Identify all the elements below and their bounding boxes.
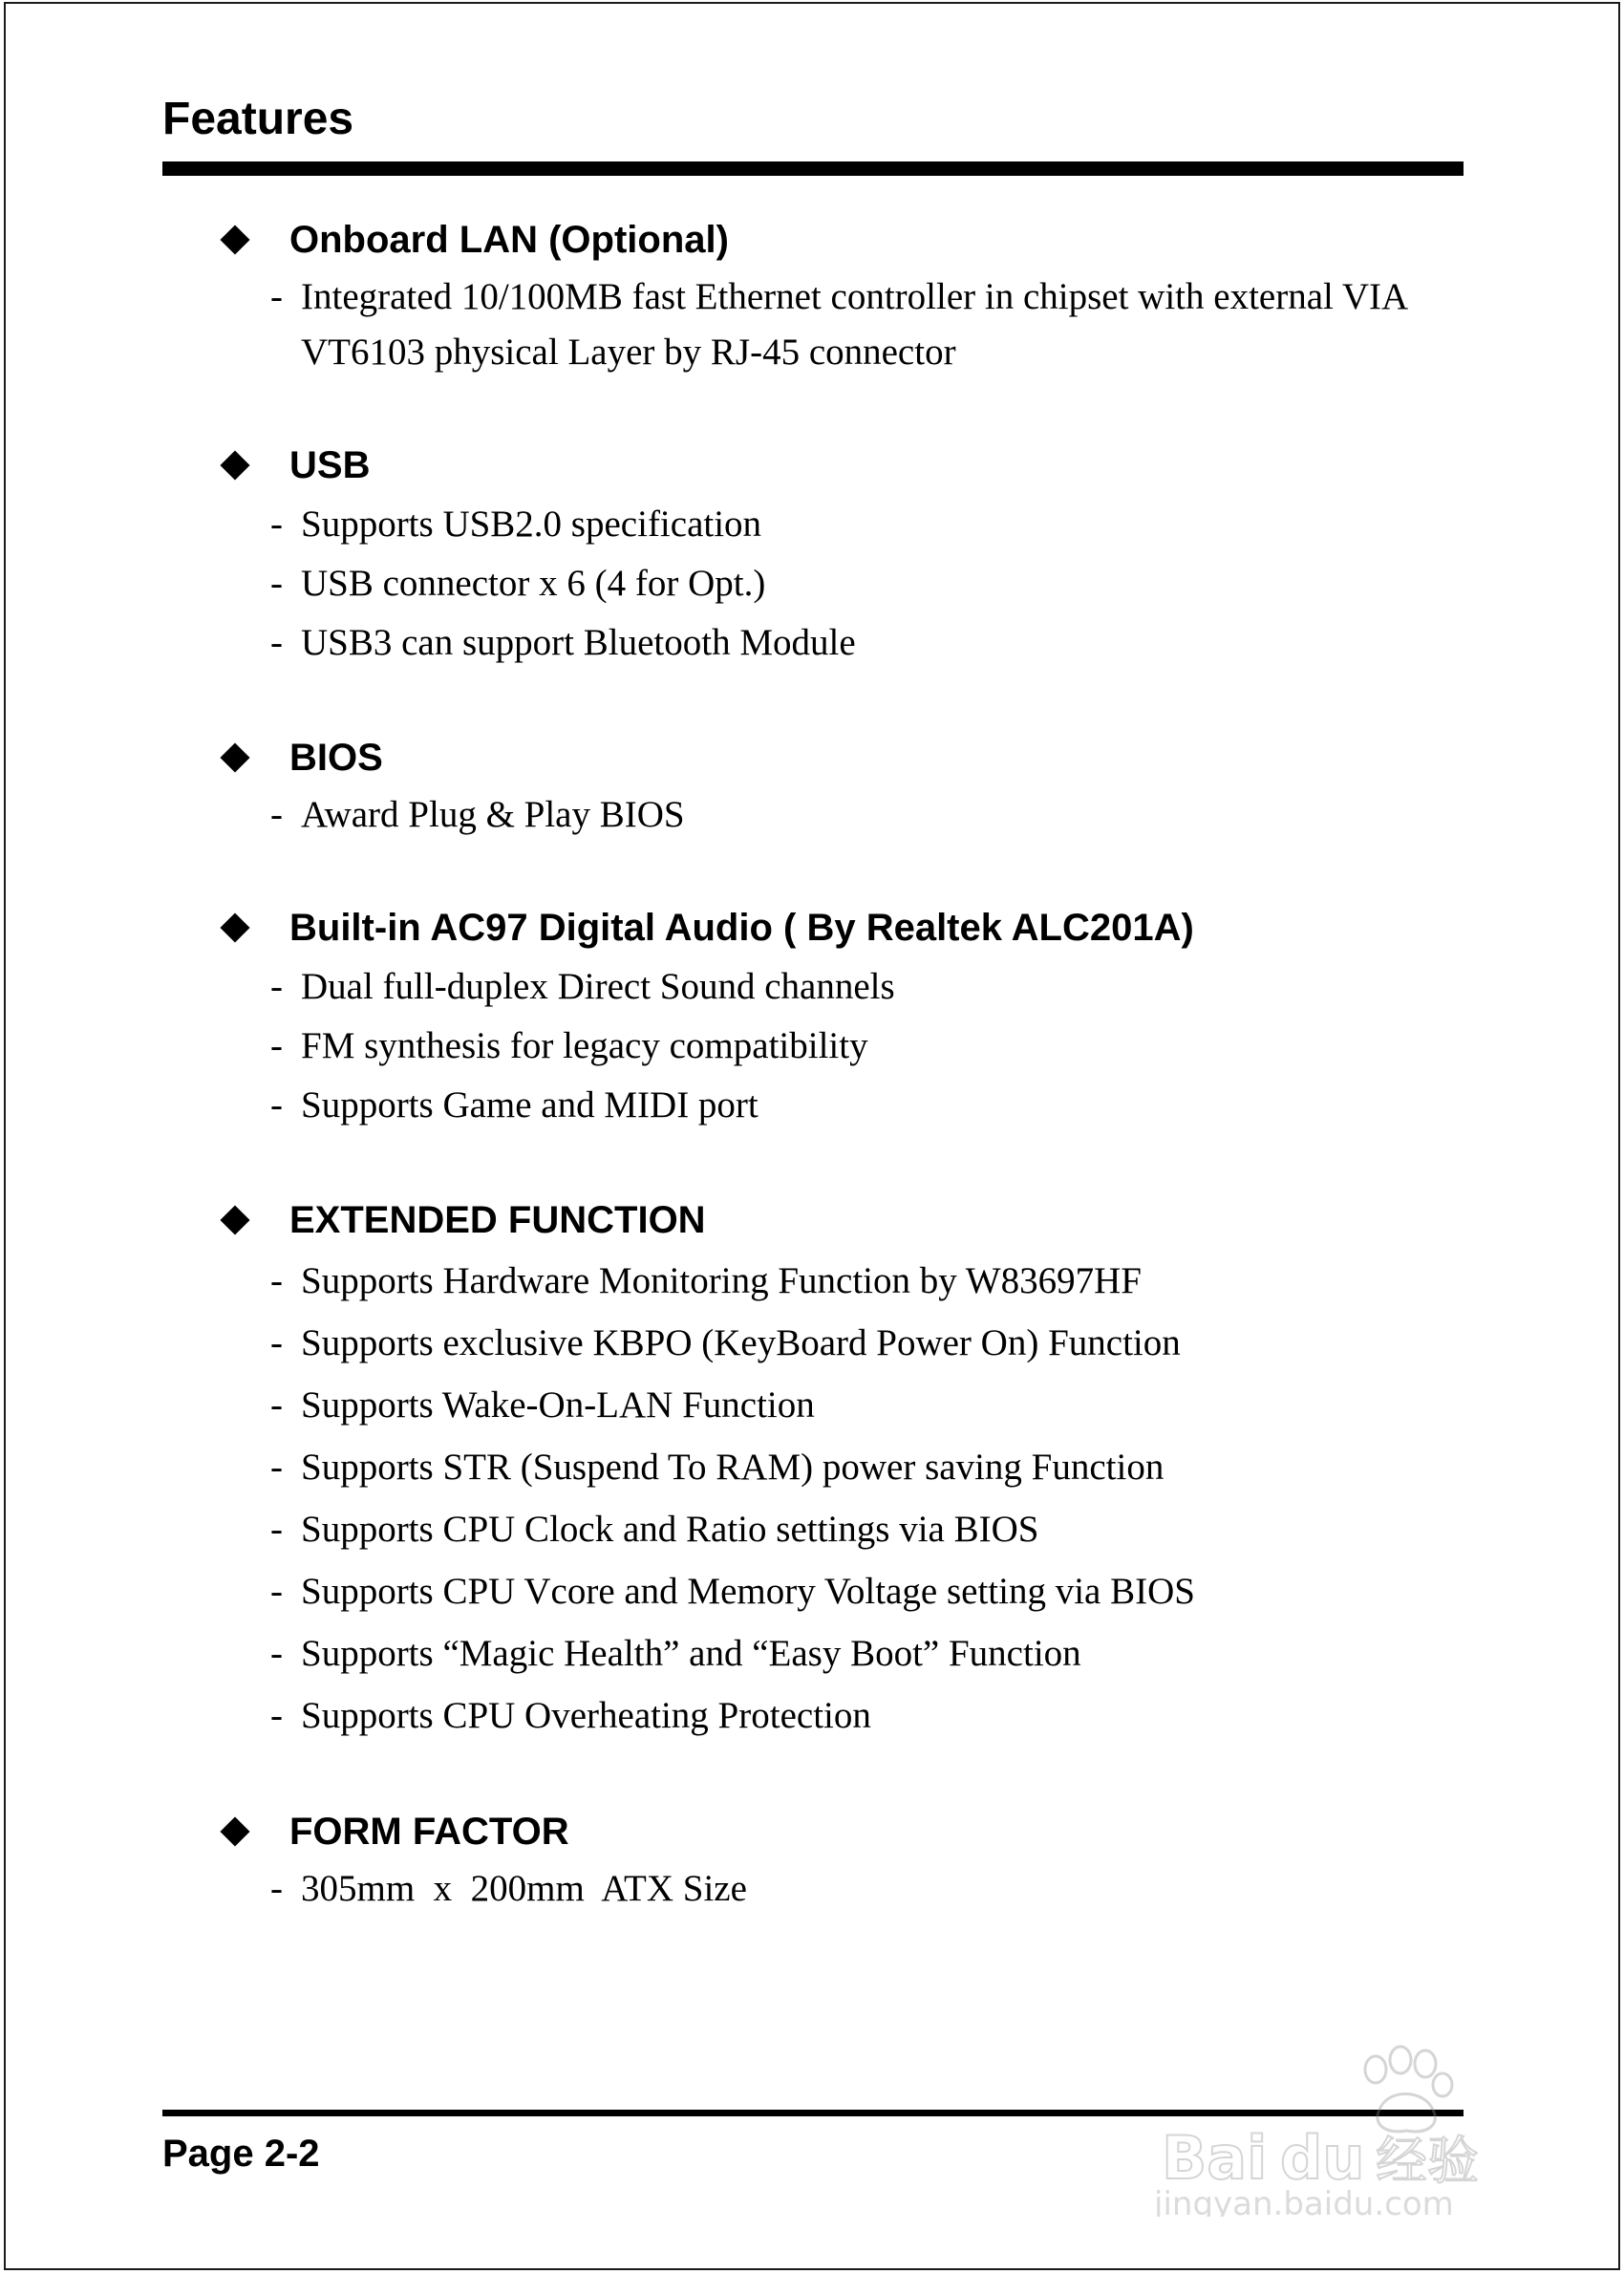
list-item: - Supports Wake-On-LAN Function <box>270 1384 815 1426</box>
diamond-bullet-icon <box>220 742 249 772</box>
diamond-bullet-icon <box>220 225 249 254</box>
feature-list <box>219 1250 1480 1747</box>
diamond-bullet-icon <box>220 1816 249 1846</box>
list-item: - USB3 can support Bluetooth Module <box>270 622 856 663</box>
section-heading <box>219 210 1480 269</box>
list-item: - Supports CPU Overheating Protection <box>270 1695 871 1736</box>
feature-list <box>219 1861 1480 1917</box>
list-item-text: Supports CPU Overheating Protection <box>301 1695 871 1736</box>
section-heading-text: EXTENDED FUNCTION <box>289 1198 706 1241</box>
section-audio <box>219 898 1480 1135</box>
list-item: - Integrated 10/100MB fast Ethernet controller in chipset with external VIA VT6103 physical Layer by RJ-45 connector <box>270 276 1407 373</box>
diamond-bullet-icon <box>220 450 249 480</box>
baidu-watermark-logo <box>1154 2026 1536 2217</box>
section-heading-text: FORM FACTOR <box>289 1810 569 1853</box>
list-item: - Award Plug & Play BIOS <box>270 794 685 835</box>
list-item: - Supports exclusive KBPO (KeyBoard Power On) Function <box>270 1322 1181 1363</box>
list-item-text: Supports CPU Vcore and Memory Voltage setting via BIOS <box>301 1571 1195 1612</box>
section-heading-text: USB <box>289 443 371 486</box>
section-onboard-lan <box>219 210 1480 380</box>
section-heading-text: Built-in AC97 Digital Audio ( By Realtek ALC201A) <box>289 906 1194 949</box>
list-item-text: USB3 can support Bluetooth Module <box>301 622 856 663</box>
svg-text:du: du <box>1280 2123 1365 2193</box>
list-item-text: Supports “Magic Health” and “Easy Boot” Function <box>301 1633 1081 1674</box>
list-item: - Supports Game and MIDI port <box>270 1084 759 1126</box>
diamond-bullet-icon <box>220 1205 249 1234</box>
section-heading <box>219 898 1480 957</box>
list-item: - Supports STR (Suspend To RAM) power saving Function <box>270 1447 1165 1488</box>
list-item-text: Supports Game and MIDI port <box>301 1084 759 1126</box>
list-item: - Supports CPU Clock and Ratio settings via BIOS <box>270 1509 1039 1550</box>
section-heading <box>219 436 1480 495</box>
section-heading <box>219 728 1480 787</box>
section-heading <box>219 1802 1480 1861</box>
list-item: - FM synthesis for legacy compatibility <box>270 1025 868 1066</box>
list-item-text: Supports STR (Suspend To RAM) power saving Function <box>301 1447 1165 1488</box>
section-heading-text: Onboard LAN (Optional) <box>289 218 729 261</box>
svg-text:Bai: Bai <box>1162 2123 1268 2193</box>
list-item: - 305mm x 200mm ATX Size <box>270 1868 747 1909</box>
section-bios <box>219 728 1480 843</box>
list-item: - Supports USB2.0 specification <box>270 504 762 545</box>
features-content <box>219 210 1480 1917</box>
list-item-text: Dual full-duplex Direct Sound channels <box>301 966 895 1007</box>
feature-list <box>219 957 1480 1135</box>
header-rule <box>162 161 1464 176</box>
svg-text:经验: 经验 <box>1376 2131 1479 2191</box>
diamond-bullet-icon <box>220 912 249 942</box>
feature-list <box>219 269 1480 380</box>
feature-list <box>219 495 1480 673</box>
list-item-text: Award Plug & Play BIOS <box>301 794 685 835</box>
section-heading-text: BIOS <box>289 736 383 779</box>
list-item-text: Supports Hardware Monitoring Function by W83697HF <box>301 1260 1142 1301</box>
section-extended-function <box>219 1191 1480 1747</box>
list-item-text: USB connector x 6 (4 for Opt.) <box>301 563 766 604</box>
page-number: Page 2-2 <box>162 2133 320 2175</box>
page-title: Features <box>162 94 354 144</box>
list-item-text: 305mm x 200mm ATX Size <box>301 1868 747 1909</box>
list-item-text: Supports USB2.0 specification <box>301 504 762 545</box>
list-item: - Supports Hardware Monitoring Function by W83697HF <box>270 1260 1142 1301</box>
list-item: - Dual full-duplex Direct Sound channels <box>270 966 895 1007</box>
list-item-text: Supports exclusive KBPO (KeyBoard Power On) Function <box>301 1322 1181 1363</box>
list-item: - Supports “Magic Health” and “Easy Boot” Function <box>270 1633 1081 1674</box>
section-usb <box>219 436 1480 673</box>
list-item: - USB connector x 6 (4 for Opt.) <box>270 563 766 604</box>
section-heading <box>219 1191 1480 1250</box>
list-item-text: Supports CPU Clock and Ratio settings via BIOS <box>301 1509 1039 1550</box>
list-item-text: FM synthesis for legacy compatibility <box>301 1025 868 1066</box>
list-item-text: Integrated 10/100MB fast Ethernet controller in chipset with external VIA VT6103 physical Layer by RJ-45 connector <box>301 276 1407 373</box>
svg-text:jingyan.baidu.com: jingyan.baidu.com <box>1154 2185 1454 2217</box>
section-form-factor <box>219 1802 1480 1917</box>
list-item-text: Supports Wake-On-LAN Function <box>301 1384 815 1426</box>
list-item: - Supports CPU Vcore and Memory Voltage setting via BIOS <box>270 1571 1195 1612</box>
paw-icon <box>1154 2026 1536 2217</box>
feature-list <box>219 787 1480 843</box>
